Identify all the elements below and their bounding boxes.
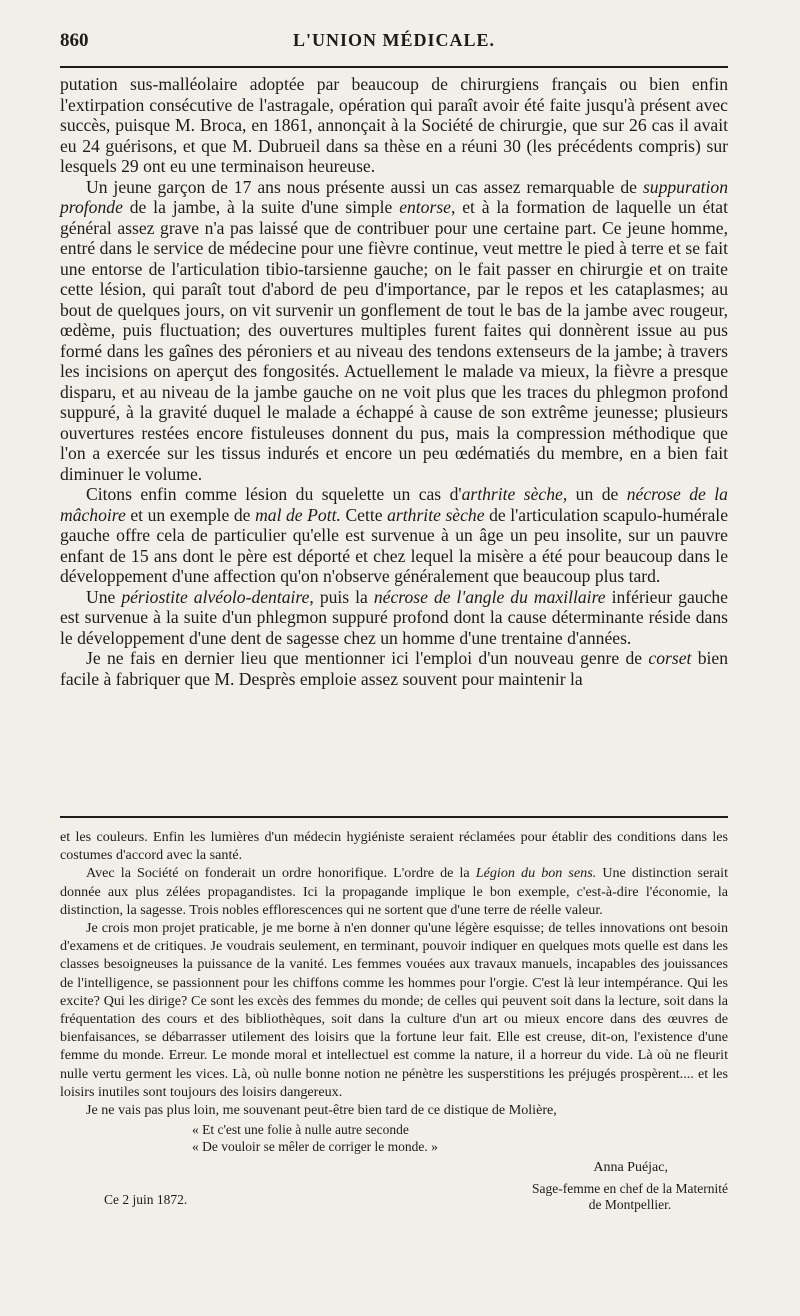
header-rule <box>60 66 728 68</box>
note-paragraph: Avec la Société on fonderait un ordre honorifique. L'ordre de la Légion du bon sens. Une distinction serait donnée aux plus zélées propagandistes. Ici la propagande implique le bon exemple, c'est-à-dire l'économie, la distinction, la sagesse. Trois nobles efflorescences qui ne sortent que d'une terre de réelle valeur. <box>60 865 729 918</box>
emphasis: nécrose de l'angle du maxillaire <box>373 586 606 607</box>
signature-block <box>60 1159 728 1235</box>
paragraph: putation sus-malléolaire adoptée par beaucoup de chirurgiens français ou bien enfin l'extirpation consécutive de l'astragale, opération qui paraît avoir été faite jusqu'à présent avec succès, puisque M. Broca, en 1861, annonçait à la Société de chirurgie, que sur 26 cas il avait eu 24 guérisons, et que M. Dubrueil dans sa thèse en a réuni 30 (les précédents compris) sur lesquels 29 ont eu une terminaison heureuse. <box>60 74 728 176</box>
emphasis: Légion du bon sens. <box>475 865 597 882</box>
paragraph: Une périostite alvéolo-dentaire, puis la nécrose de l'angle du maxillaire inférieur gauche est survenue à la suite d'un phlegmon suppuré profond dont la cause déterminante réside dans le développement d'une dent de sagesse chez un homme d'une trentaine d'années. <box>60 586 728 648</box>
journal-title: L'UNION MÉDICALE. <box>292 30 496 50</box>
emphasis: périostite alvéolo-dentaire <box>121 586 310 607</box>
emphasis: corset <box>648 648 692 668</box>
emphasis: arthrite sèche, <box>461 484 568 504</box>
page-header <box>60 30 728 58</box>
footnote-rule <box>60 816 728 818</box>
paragraph: Un jeune garçon de 17 ans nous présente aussi un cas assez remarquable de suppuration profonde de la jambe, à la suite d'une simple entorse, et à la formation de laquelle un état général assez grave n'a pas laissé que de contribuer pour une certaine part. Ce jeune homme, entré dans le service de médecine pour une fièvre continue, veut mettre le pied à terre et se fait une entorse de l'articulation tibio-tarsienne gauche; on le fait passer en chirurgie et on traite cette lésion, qui paraît tout d'abord de peu d'importance, par le repos et les cataplasmes; au bout de quelques jours, on vit survenir un gonflement de tout le bas de la jambe avec rougeur, œdème, puis fluctuation; des ouvertures multiples furent faites qui donnèrent issue au pus formé dans les gaînes des péroniers et au niveau des tendons extenseurs de la jambe; à travers les incisions on aperçut des fongosités. Actuellement le malade va mieux, la fièvre a presque disparu, et au niveau de la jambe gauche on ne voit plus que les traces du phlegmon profond suppuré, à la gravité duquel le malade a échappé à cause de son extrême jeunesse; plusieurs ouvertures restées encore fistuleuses donnent du pus, mais la compression méthodique que l'on a exercée sur les tissus indurés et encore un peu œdématiés du membre, en a bien fait diminuer le volume. <box>60 176 728 484</box>
emphasis: suppuration profonde <box>60 176 728 217</box>
verse-line: « Et c'est une folie à nulle autre seconde <box>192 1122 409 1138</box>
note-paragraph: Je ne vais pas plus loin, me souvenant peut-être bien tard de ce distique de Molière, <box>86 1102 557 1119</box>
emphasis: nécrose de la mâchoire <box>60 484 728 525</box>
note-paragraph: Je crois mon projet praticable, je me borne à n'en donner qu'une légère esquisse; de telles innovations ont besoin d'examens et de critiques. Je voudrais seulement, en terminant, pouvoir indiquer en quelques mots quelle est dans les classes besoigneuses la puissance de la vanité. Les femmes vouées aux travaux manuels, incapables des jouissances de l'intelligence, se passionnent pour les chiffons comme les hommes pour l'orgie. C'est là leur intempérance. Qui les excite? Qui les dirige? Ce sont les excès des femmes du monde; de celles qui peuvent soit dans la lecture, soit dans la fréquentation des cours et des bibliothèques, soit dans la culture d'un art ou mieux encore dans des œuvres de bienfaisances, se débarrasser utilement des loisirs que la fortune leur fait. Elle est creuse, dit-on, l'existence d'une femme du monde. Erreur. Le monde moral et intellectuel est comme la nature, il a horreur du vide. Là où ne fleurit nulle vertu germent les vices. Là, où nulle bonne notion ne pénètre les susperstitions les préjugés prospèrent.... et les loisirs inutiles sont toujours des loisirs dangereux. <box>60 920 728 1100</box>
emphasis: entorse <box>399 197 451 217</box>
emphasis: arthrite sèche <box>387 504 485 525</box>
note-paragraph: et les couleurs. Enfin les lumières d'un médecin hygiéniste seraient réclamées pour établir des conditions dans les costumes d'accord avec la santé. <box>60 829 728 864</box>
main-text <box>60 74 728 689</box>
emphasis: mal de Pott. <box>255 504 341 525</box>
verse-line: « De vouloir se mêler de corriger le monde. » <box>192 1139 438 1155</box>
paragraph: Citons enfin comme lésion du squelette un cas d'arthrite sèche, un de nécrose de la mâchoire et un exemple de mal de Pott. Cette arthrite sèche de l'articulation scapulo-humérale gauche offre cela de particulier qu'elle est survenue à un âge un peu insolite, sur un pauvre enfant de 15 ans dont le père est déporté et chez lequel la misère a été pour beaucoup dans le développement d'une affection qu'on n'observe généralement que beaucoup plus tard. <box>60 484 729 586</box>
author-name: Anna Puéjac, <box>593 1160 668 1176</box>
footnote-text <box>60 828 728 1235</box>
signature-date: Ce 2 juin 1872. <box>104 1192 188 1208</box>
verse-quote <box>192 1121 728 1155</box>
author-role: Sage-femme en chef de la Maternité de Montpellier. <box>531 1181 728 1213</box>
paragraph: Je ne fais en dernier lieu que mentionner ici l'emploi d'un nouveau genre de corset bien facile à fabriquer que M. Desprès emploie assez souvent pour maintenir la <box>60 648 728 689</box>
page-number: 860 <box>60 30 89 51</box>
